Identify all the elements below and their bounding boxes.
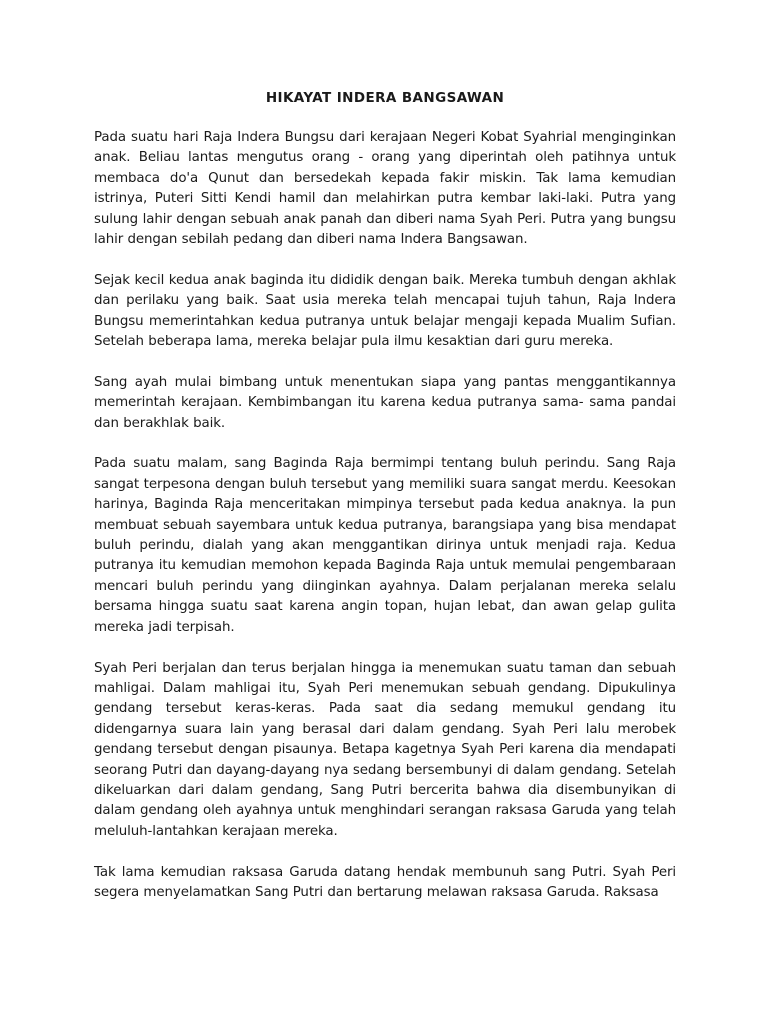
paragraph-5: Syah Peri berjalan dan terus berjalan hingga ia menemukan suatu taman dan sebuah mahligai. Dalam mahligai itu, Syah Peri menemukan sebuah gendang. Dipukulinya gendang tersebut keras-keras. Pada saat dia sedang memukul gendang itu didengarnya suara lain yang berasal dari dalam gendang. Syah Peri lalu merobek gendang tersebut dengan pisaunya. Betapa kagetnya Syah Peri karena dia mendapati seorang Putri dan dayang-dayang nya sedang bersembunyi di dalam gendang. Setelah dikeluarkan dari dalam gendang, Sang Putri bercerita bahwa dia disembunyikan di dalam gendang oleh ayahnya untuk menghindari serangan raksasa Garuda yang telah meluluh-lantahkan kerajaan mereka. — [94, 660, 676, 839]
document-page — [94, 88, 676, 924]
document-title: HIKAYAT INDERA BANGSAWAN — [265, 90, 505, 106]
paragraph-6: Tak lama kemudian raksasa Garuda datang hendak membunuh sang Putri. Syah Peri segera menyelamatkan Sang Putri dan bertarung melawan raksasa Garuda. Raksasa — [94, 864, 676, 900]
paragraph-4: Pada suatu malam, sang Baginda Raja bermimpi tentang buluh perindu. Sang Raja sangat terpesona dengan buluh tersebut yang memiliki suara sangat merdu. Keesokan harinya, Baginda Raja menceritakan mimpinya tersebut pada kedua anaknya. Ia pun membuat sebuah sayembara untuk kedua putranya, barangsiapa yang bisa mendapat buluh perindu, dialah yang akan menggantikan dirinya untuk menjadi raja. Kedua putranya itu kemudian memohon kepada Baginda Raja untuk memulai pengembaraan mencari buluh perindu yang diinginkan ayahnya. Dalam perjalanan mereka selalu bersama hingga suatu saat karena angin topan, hujan lebat, dan awan gelap gulita mereka jadi terpisah. — [94, 456, 676, 635]
paragraph-2: Sejak kecil kedua anak baginda itu dididik dengan baik. Mereka tumbuh dengan akhlak dan perilaku yang baik. Saat usia mereka telah mencapai tujuh tahun, Raja Indera Bungsu memerintahkan kedua putranya untuk belajar mengaji kepada Mualim Sufian. Setelah beberapa lama, mereka belajar pula ilmu kesaktian dari guru mereka. — [94, 272, 676, 350]
paragraph-1: Pada suatu hari Raja Indera Bungsu dari kerajaan Negeri Kobat Syahrial menginginkan anak. Beliau lantas mengutus orang - orang yang diperintah oleh patihnya untuk membaca do'a Qunut dan bersedekah kepada fakir miskin. Tak lama kemudian istrinya, Puteri Sitti Kendi hamil dan melahirkan putra kembar laki-laki. Putra yang sulung lahir dengan sebuah anak panah dan diberi nama Syah Peri. Putra yang bungsu lahir dengan sebilah pedang dan diberi nama Indera Bangsawan. — [94, 130, 676, 248]
paragraph-3: Sang ayah mulai bimbang untuk menentukan siapa yang pantas menggantikannya memerintah kerajaan. Kembimbangan itu karena kedua putranya sama- sama pandai dan berakhlak baik. — [94, 374, 676, 431]
